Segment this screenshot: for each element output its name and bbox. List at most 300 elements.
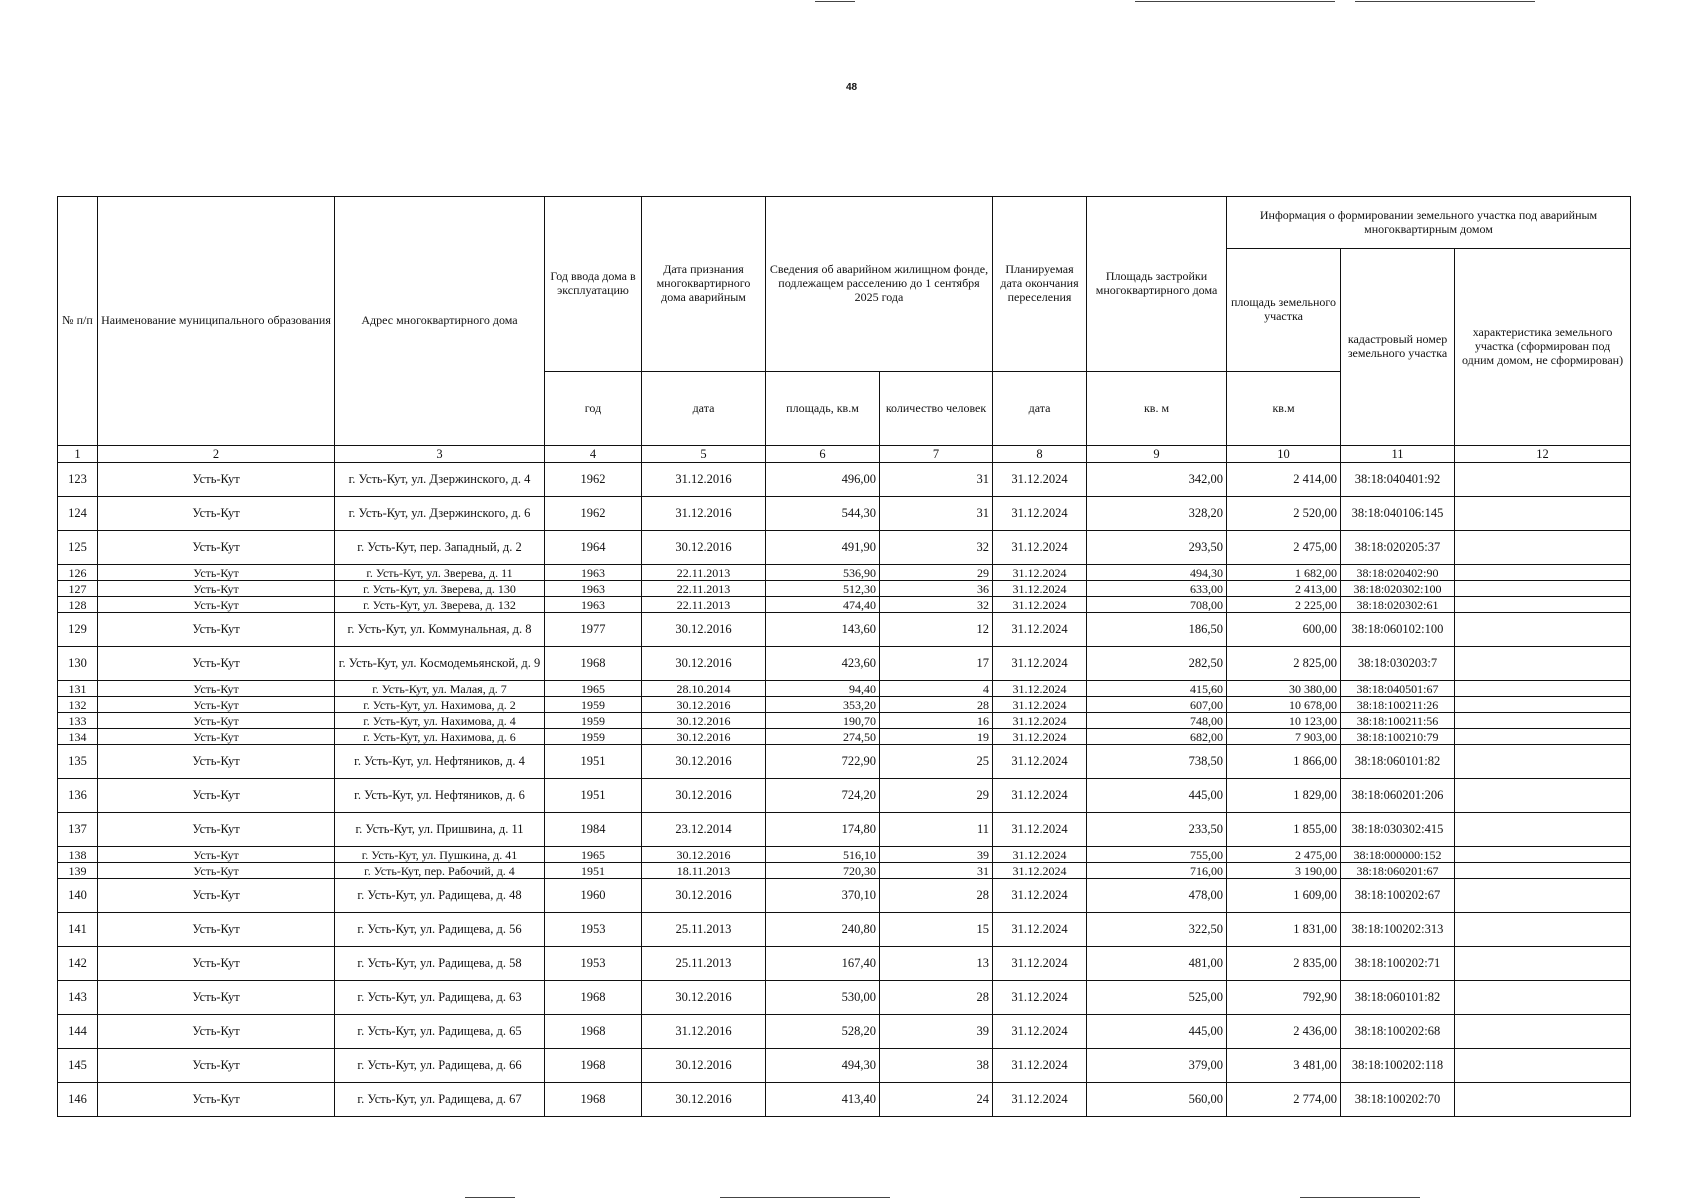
land-characteristic-cell — [1455, 531, 1631, 565]
column-number: 11 — [1341, 446, 1455, 463]
column-number: 10 — [1227, 446, 1341, 463]
date-recognized-cell: 30.12.2016 — [642, 647, 766, 681]
cadastral-number-cell: 38:18:000000:152 — [1341, 847, 1455, 863]
address-cell: г. Усть-Кут, ул. Радищева, д. 65 — [335, 1015, 545, 1049]
table-body — [58, 463, 1631, 1117]
footprint-cell: 748,00 — [1087, 713, 1227, 729]
footprint-cell: 342,00 — [1087, 463, 1227, 497]
date-recognized-cell: 25.11.2013 — [642, 947, 766, 981]
year-built-cell: 1953 — [545, 913, 642, 947]
scan-artifact-line — [1300, 1197, 1420, 1198]
cadastral-number-cell: 38:18:040501:67 — [1341, 681, 1455, 697]
header-year-built: Год ввода дома в эксплуатацию — [545, 197, 642, 372]
address-cell: г. Усть-Кут, ул. Радищева, д. 67 — [335, 1083, 545, 1117]
header-municipality: Наименование муниципального образования — [98, 197, 335, 446]
header-planned-date: Планируемая дата окончания переселения — [993, 197, 1087, 372]
municipality-cell: Усть-Кут — [98, 647, 335, 681]
area-cell: 530,00 — [766, 981, 880, 1015]
footprint-cell: 716,00 — [1087, 863, 1227, 879]
cadastral-number-cell: 38:18:040401:92 — [1341, 463, 1455, 497]
year-built-cell: 1968 — [545, 1015, 642, 1049]
column-number: 9 — [1087, 446, 1227, 463]
table-row — [58, 713, 1631, 729]
header-emergency-info: Сведения об аварийном жилищном фонде, подлежащем расселению до 1 сентября 2025 года — [766, 197, 993, 372]
unit-area: площадь, кв.м — [766, 372, 880, 446]
date-recognized-cell: 30.12.2016 — [642, 1083, 766, 1117]
header-land-char: характеристика земельного участка (сформирован под одним домом, не сформирован) — [1455, 249, 1631, 446]
land-area-cell: 1 855,00 — [1227, 813, 1341, 847]
address-cell: г. Усть-Кут, ул. Зверева, д. 11 — [335, 565, 545, 581]
row-number-cell: 126 — [58, 565, 98, 581]
cadastral-number-cell: 38:18:060101:82 — [1341, 745, 1455, 779]
area-cell: 174,80 — [766, 813, 880, 847]
land-characteristic-cell — [1455, 1015, 1631, 1049]
row-number-cell: 127 — [58, 581, 98, 597]
footprint-cell: 282,50 — [1087, 647, 1227, 681]
page-number: 48 — [845, 82, 858, 93]
people-count-cell: 31 — [880, 863, 993, 879]
land-area-cell: 1 682,00 — [1227, 565, 1341, 581]
row-number-cell: 140 — [58, 879, 98, 913]
cadastral-number-cell: 38:18:060102:100 — [1341, 613, 1455, 647]
header-row-1 — [58, 197, 1631, 249]
year-built-cell: 1968 — [545, 981, 642, 1015]
area-cell: 413,40 — [766, 1083, 880, 1117]
address-cell: г. Усть-Кут, ул. Нефтяников, д. 4 — [335, 745, 545, 779]
row-number-cell: 130 — [58, 647, 98, 681]
planned-date-cell: 31.12.2024 — [993, 647, 1087, 681]
address-cell: г. Усть-Кут, пер. Западный, д. 2 — [335, 531, 545, 565]
date-recognized-cell: 28.10.2014 — [642, 681, 766, 697]
row-number-cell: 141 — [58, 913, 98, 947]
column-number: 1 — [58, 446, 98, 463]
unit-year: год — [545, 372, 642, 446]
address-cell: г. Усть-Кут, ул. Радищева, д. 56 — [335, 913, 545, 947]
year-built-cell: 1959 — [545, 713, 642, 729]
planned-date-cell: 31.12.2024 — [993, 913, 1087, 947]
emergency-housing-table — [57, 196, 1631, 1117]
cadastral-number-cell: 38:18:020302:61 — [1341, 597, 1455, 613]
address-cell: г. Усть-Кут, ул. Зверева, д. 132 — [335, 597, 545, 613]
area-cell: 274,50 — [766, 729, 880, 745]
cadastral-number-cell: 38:18:100210:79 — [1341, 729, 1455, 745]
date-recognized-cell: 30.12.2016 — [642, 779, 766, 813]
area-cell: 724,20 — [766, 779, 880, 813]
date-recognized-cell: 18.11.2013 — [642, 863, 766, 879]
row-number-cell: 131 — [58, 681, 98, 697]
land-characteristic-cell — [1455, 681, 1631, 697]
land-characteristic-cell — [1455, 697, 1631, 713]
land-characteristic-cell — [1455, 729, 1631, 745]
cadastral-number-cell: 38:18:020205:37 — [1341, 531, 1455, 565]
scan-artifact-line — [720, 1197, 890, 1198]
land-characteristic-cell — [1455, 1083, 1631, 1117]
footprint-cell: 379,00 — [1087, 1049, 1227, 1083]
address-cell: г. Усть-Кут, ул. Космодемьянской, д. 9 — [335, 647, 545, 681]
cadastral-number-cell: 38:18:060201:206 — [1341, 779, 1455, 813]
municipality-cell: Усть-Кут — [98, 913, 335, 947]
date-recognized-cell: 31.12.2016 — [642, 463, 766, 497]
table-row — [58, 681, 1631, 697]
cadastral-number-cell: 38:18:030302:415 — [1341, 813, 1455, 847]
unit-people: количество человек — [880, 372, 993, 446]
land-characteristic-cell — [1455, 779, 1631, 813]
date-recognized-cell: 30.12.2016 — [642, 879, 766, 913]
people-count-cell: 4 — [880, 681, 993, 697]
planned-date-cell: 31.12.2024 — [993, 745, 1087, 779]
land-area-cell: 3 481,00 — [1227, 1049, 1341, 1083]
people-count-cell: 25 — [880, 745, 993, 779]
table-row — [58, 1015, 1631, 1049]
municipality-cell: Усть-Кут — [98, 497, 335, 531]
address-cell: г. Усть-Кут, ул. Дзержинского, д. 6 — [335, 497, 545, 531]
scan-artifact-line — [1135, 1, 1335, 2]
people-count-cell: 15 — [880, 913, 993, 947]
row-number-cell: 124 — [58, 497, 98, 531]
row-number-cell: 132 — [58, 697, 98, 713]
footprint-cell: 738,50 — [1087, 745, 1227, 779]
municipality-cell: Усть-Кут — [98, 597, 335, 613]
footprint-cell: 525,00 — [1087, 981, 1227, 1015]
land-area-cell: 792,90 — [1227, 981, 1341, 1015]
address-cell: г. Усть-Кут, ул. Нахимова, д. 2 — [335, 697, 545, 713]
cadastral-number-cell: 38:18:020302:100 — [1341, 581, 1455, 597]
planned-date-cell: 31.12.2024 — [993, 597, 1087, 613]
table-row — [58, 581, 1631, 597]
people-count-cell: 19 — [880, 729, 993, 745]
people-count-cell: 24 — [880, 1083, 993, 1117]
footprint-cell: 445,00 — [1087, 779, 1227, 813]
land-characteristic-cell — [1455, 463, 1631, 497]
year-built-cell: 1953 — [545, 947, 642, 981]
unit-planned-date: дата — [993, 372, 1087, 446]
address-cell: г. Усть-Кут, ул. Нахимова, д. 4 — [335, 713, 545, 729]
area-cell: 423,60 — [766, 647, 880, 681]
people-count-cell: 29 — [880, 565, 993, 581]
land-characteristic-cell — [1455, 813, 1631, 847]
footprint-cell: 322,50 — [1087, 913, 1227, 947]
year-built-cell: 1964 — [545, 531, 642, 565]
municipality-cell: Усть-Кут — [98, 697, 335, 713]
date-recognized-cell: 30.12.2016 — [642, 847, 766, 863]
area-cell: 143,60 — [766, 613, 880, 647]
column-number: 2 — [98, 446, 335, 463]
land-area-cell: 2 475,00 — [1227, 847, 1341, 863]
people-count-cell: 28 — [880, 981, 993, 1015]
table-row — [58, 745, 1631, 779]
land-characteristic-cell — [1455, 497, 1631, 531]
planned-date-cell: 31.12.2024 — [993, 847, 1087, 863]
footprint-cell: 186,50 — [1087, 613, 1227, 647]
year-built-cell: 1968 — [545, 1083, 642, 1117]
land-area-cell: 10 678,00 — [1227, 697, 1341, 713]
row-number-cell: 137 — [58, 813, 98, 847]
land-area-cell: 2 436,00 — [1227, 1015, 1341, 1049]
land-area-cell: 2 774,00 — [1227, 1083, 1341, 1117]
unit-land-area: кв.м — [1227, 372, 1341, 446]
column-number: 3 — [335, 446, 545, 463]
row-number-cell: 128 — [58, 597, 98, 613]
header-date-recognized: Дата признания многоквартирного дома аварийным — [642, 197, 766, 372]
date-recognized-cell: 30.12.2016 — [642, 981, 766, 1015]
cadastral-number-cell: 38:18:100211:56 — [1341, 713, 1455, 729]
area-cell: 167,40 — [766, 947, 880, 981]
land-characteristic-cell — [1455, 1049, 1631, 1083]
scan-artifact-line — [815, 1, 855, 2]
year-built-cell: 1963 — [545, 581, 642, 597]
year-built-cell: 1977 — [545, 613, 642, 647]
planned-date-cell: 31.12.2024 — [993, 463, 1087, 497]
area-cell: 353,20 — [766, 697, 880, 713]
address-cell: г. Усть-Кут, ул. Радищева, д. 58 — [335, 947, 545, 981]
people-count-cell: 39 — [880, 1015, 993, 1049]
column-number: 5 — [642, 446, 766, 463]
cadastral-number-cell: 38:18:060101:82 — [1341, 981, 1455, 1015]
municipality-cell: Усть-Кут — [98, 863, 335, 879]
people-count-cell: 39 — [880, 847, 993, 863]
municipality-cell: Усть-Кут — [98, 947, 335, 981]
address-cell: г. Усть-Кут, ул. Малая, д. 7 — [335, 681, 545, 697]
year-built-cell: 1951 — [545, 745, 642, 779]
planned-date-cell: 31.12.2024 — [993, 697, 1087, 713]
date-recognized-cell: 30.12.2016 — [642, 745, 766, 779]
row-number-cell: 125 — [58, 531, 98, 565]
people-count-cell: 31 — [880, 497, 993, 531]
date-recognized-cell: 30.12.2016 — [642, 713, 766, 729]
row-number-cell: 138 — [58, 847, 98, 863]
municipality-cell: Усть-Кут — [98, 613, 335, 647]
planned-date-cell: 31.12.2024 — [993, 1015, 1087, 1049]
header-land-info: Информация о формировании земельного участка под аварийным многоквартирным домом — [1227, 197, 1631, 249]
year-built-cell: 1963 — [545, 597, 642, 613]
row-number-cell: 145 — [58, 1049, 98, 1083]
planned-date-cell: 31.12.2024 — [993, 1049, 1087, 1083]
municipality-cell: Усть-Кут — [98, 565, 335, 581]
land-characteristic-cell — [1455, 847, 1631, 863]
people-count-cell: 13 — [880, 947, 993, 981]
address-cell: г. Усть-Кут, ул. Радищева, д. 63 — [335, 981, 545, 1015]
table-row — [58, 779, 1631, 813]
municipality-cell: Усть-Кут — [98, 729, 335, 745]
row-number-cell: 143 — [58, 981, 98, 1015]
footprint-cell: 293,50 — [1087, 531, 1227, 565]
header-footprint: Площадь застройки многоквартирного дома — [1087, 197, 1227, 372]
area-cell: 720,30 — [766, 863, 880, 879]
people-count-cell: 36 — [880, 581, 993, 597]
footprint-cell: 415,60 — [1087, 681, 1227, 697]
cadastral-number-cell: 38:18:100202:70 — [1341, 1083, 1455, 1117]
planned-date-cell: 31.12.2024 — [993, 581, 1087, 597]
footprint-cell: 478,00 — [1087, 879, 1227, 913]
land-characteristic-cell — [1455, 981, 1631, 1015]
land-area-cell: 2 520,00 — [1227, 497, 1341, 531]
header-cadastral: кадастровый номер земельного участка — [1341, 249, 1455, 446]
header-num: № п/п — [58, 197, 98, 446]
year-built-cell: 1959 — [545, 697, 642, 713]
table-row — [58, 531, 1631, 565]
land-characteristic-cell — [1455, 863, 1631, 879]
municipality-cell: Усть-Кут — [98, 1015, 335, 1049]
planned-date-cell: 31.12.2024 — [993, 497, 1087, 531]
table-row — [58, 879, 1631, 913]
area-cell: 491,90 — [766, 531, 880, 565]
land-area-cell: 1 829,00 — [1227, 779, 1341, 813]
municipality-cell: Усть-Кут — [98, 779, 335, 813]
land-area-cell: 2 413,00 — [1227, 581, 1341, 597]
municipality-cell: Усть-Кут — [98, 745, 335, 779]
area-cell: 494,30 — [766, 1049, 880, 1083]
municipality-cell: Усть-Кут — [98, 1083, 335, 1117]
footprint-cell: 682,00 — [1087, 729, 1227, 745]
year-built-cell: 1951 — [545, 779, 642, 813]
address-cell: г. Усть-Кут, ул. Дзержинского, д. 4 — [335, 463, 545, 497]
table-row — [58, 813, 1631, 847]
row-number-cell: 134 — [58, 729, 98, 745]
planned-date-cell: 31.12.2024 — [993, 863, 1087, 879]
land-area-cell: 2 414,00 — [1227, 463, 1341, 497]
land-characteristic-cell — [1455, 647, 1631, 681]
table-row — [58, 947, 1631, 981]
date-recognized-cell: 23.12.2014 — [642, 813, 766, 847]
footprint-cell: 708,00 — [1087, 597, 1227, 613]
land-characteristic-cell — [1455, 565, 1631, 581]
date-recognized-cell: 30.12.2016 — [642, 531, 766, 565]
table-row — [58, 565, 1631, 581]
date-recognized-cell: 31.12.2016 — [642, 497, 766, 531]
planned-date-cell: 31.12.2024 — [993, 813, 1087, 847]
footprint-cell: 445,00 — [1087, 1015, 1227, 1049]
cadastral-number-cell: 38:18:020402:90 — [1341, 565, 1455, 581]
planned-date-cell: 31.12.2024 — [993, 1083, 1087, 1117]
land-characteristic-cell — [1455, 879, 1631, 913]
address-cell: г. Усть-Кут, ул. Зверева, д. 130 — [335, 581, 545, 597]
year-built-cell: 1968 — [545, 1049, 642, 1083]
row-number-cell: 146 — [58, 1083, 98, 1117]
people-count-cell: 28 — [880, 879, 993, 913]
column-number-row — [58, 446, 1631, 463]
footprint-cell: 560,00 — [1087, 1083, 1227, 1117]
area-cell: 240,80 — [766, 913, 880, 947]
address-cell: г. Усть-Кут, ул. Радищева, д. 66 — [335, 1049, 545, 1083]
planned-date-cell: 31.12.2024 — [993, 681, 1087, 697]
row-number-cell: 136 — [58, 779, 98, 813]
land-characteristic-cell — [1455, 947, 1631, 981]
table-row — [58, 597, 1631, 613]
year-built-cell: 1962 — [545, 463, 642, 497]
land-area-cell: 600,00 — [1227, 613, 1341, 647]
year-built-cell: 1959 — [545, 729, 642, 745]
municipality-cell: Усть-Кут — [98, 813, 335, 847]
scan-artifact-line — [1355, 1, 1535, 2]
row-number-cell: 144 — [58, 1015, 98, 1049]
footprint-cell: 633,00 — [1087, 581, 1227, 597]
planned-date-cell: 31.12.2024 — [993, 713, 1087, 729]
land-area-cell: 2 825,00 — [1227, 647, 1341, 681]
date-recognized-cell: 31.12.2016 — [642, 1015, 766, 1049]
table-row — [58, 847, 1631, 863]
people-count-cell: 11 — [880, 813, 993, 847]
table-row — [58, 613, 1631, 647]
planned-date-cell: 31.12.2024 — [993, 729, 1087, 745]
planned-date-cell: 31.12.2024 — [993, 613, 1087, 647]
cadastral-number-cell: 38:18:100202:67 — [1341, 879, 1455, 913]
table-row — [58, 497, 1631, 531]
footprint-cell: 481,00 — [1087, 947, 1227, 981]
table-row — [58, 463, 1631, 497]
area-cell: 512,30 — [766, 581, 880, 597]
date-recognized-cell: 22.11.2013 — [642, 581, 766, 597]
land-area-cell: 3 190,00 — [1227, 863, 1341, 879]
address-cell: г. Усть-Кут, ул. Коммунальная, д. 8 — [335, 613, 545, 647]
land-area-cell: 2 225,00 — [1227, 597, 1341, 613]
year-built-cell: 1963 — [545, 565, 642, 581]
unit-date-recognized: дата — [642, 372, 766, 446]
planned-date-cell: 31.12.2024 — [993, 531, 1087, 565]
area-cell: 722,90 — [766, 745, 880, 779]
table-row — [58, 647, 1631, 681]
date-recognized-cell: 30.12.2016 — [642, 1049, 766, 1083]
table-row — [58, 697, 1631, 713]
planned-date-cell: 31.12.2024 — [993, 779, 1087, 813]
date-recognized-cell: 22.11.2013 — [642, 565, 766, 581]
area-cell: 544,30 — [766, 497, 880, 531]
cadastral-number-cell: 38:18:100202:71 — [1341, 947, 1455, 981]
people-count-cell: 28 — [880, 697, 993, 713]
year-built-cell: 1962 — [545, 497, 642, 531]
municipality-cell: Усть-Кут — [98, 981, 335, 1015]
row-number-cell: 142 — [58, 947, 98, 981]
municipality-cell: Усть-Кут — [98, 713, 335, 729]
date-recognized-cell: 30.12.2016 — [642, 613, 766, 647]
people-count-cell: 32 — [880, 597, 993, 613]
footprint-cell: 494,30 — [1087, 565, 1227, 581]
area-cell: 536,90 — [766, 565, 880, 581]
row-number-cell: 133 — [58, 713, 98, 729]
municipality-cell: Усть-Кут — [98, 847, 335, 863]
area-cell: 496,00 — [766, 463, 880, 497]
address-cell: г. Усть-Кут, ул. Пришвина, д. 11 — [335, 813, 545, 847]
land-area-cell: 1 831,00 — [1227, 913, 1341, 947]
area-cell: 474,40 — [766, 597, 880, 613]
scan-artifact-line — [465, 1197, 515, 1198]
municipality-cell: Усть-Кут — [98, 581, 335, 597]
footprint-cell: 755,00 — [1087, 847, 1227, 863]
land-characteristic-cell — [1455, 613, 1631, 647]
year-built-cell: 1965 — [545, 847, 642, 863]
people-count-cell: 12 — [880, 613, 993, 647]
cadastral-number-cell: 38:18:100202:68 — [1341, 1015, 1455, 1049]
table-row — [58, 1083, 1631, 1117]
row-number-cell: 139 — [58, 863, 98, 879]
area-cell: 94,40 — [766, 681, 880, 697]
planned-date-cell: 31.12.2024 — [993, 981, 1087, 1015]
table-row — [58, 729, 1631, 745]
footprint-cell: 607,00 — [1087, 697, 1227, 713]
footprint-cell: 233,50 — [1087, 813, 1227, 847]
address-cell: г. Усть-Кут, ул. Нахимова, д. 6 — [335, 729, 545, 745]
year-built-cell: 1968 — [545, 647, 642, 681]
land-area-cell: 10 123,00 — [1227, 713, 1341, 729]
column-number: 6 — [766, 446, 880, 463]
people-count-cell: 29 — [880, 779, 993, 813]
land-area-cell: 7 903,00 — [1227, 729, 1341, 745]
address-cell: г. Усть-Кут, ул. Нефтяников, д. 6 — [335, 779, 545, 813]
cadastral-number-cell: 38:18:060201:67 — [1341, 863, 1455, 879]
municipality-cell: Усть-Кут — [98, 879, 335, 913]
date-recognized-cell: 22.11.2013 — [642, 597, 766, 613]
column-number: 12 — [1455, 446, 1631, 463]
land-characteristic-cell — [1455, 913, 1631, 947]
